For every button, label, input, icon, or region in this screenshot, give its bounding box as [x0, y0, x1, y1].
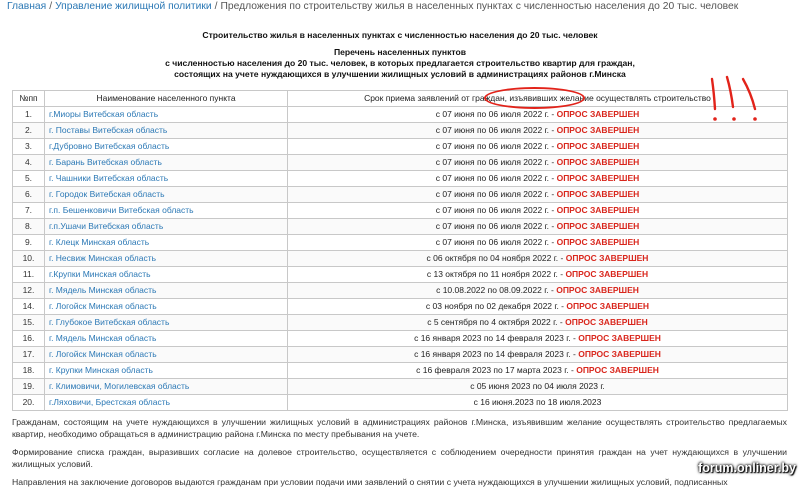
row-place-cell: [45, 139, 288, 155]
table-row: [13, 155, 788, 171]
table-row: [13, 347, 788, 363]
row-place-cell: [45, 155, 288, 171]
period-text: с 07 июня по 06 июля 2022 г. -: [435, 221, 555, 231]
status-badge: ОПРОС ЗАВЕРШЕН: [565, 317, 648, 327]
row-period-cell: [288, 251, 788, 267]
status-badge: ОПРОС ЗАВЕРШЕН: [565, 269, 649, 279]
place-link[interactable]: г.п. Бешенковичи Витебская область: [49, 205, 194, 215]
period-text: с 05 июня 2023 по 04 июля 2023 г.: [470, 381, 605, 391]
status-badge: ОПРОС ЗАВЕРШЕН: [565, 253, 649, 263]
place-link[interactable]: г. Поставы Витебская область: [49, 125, 168, 135]
table-row: [13, 171, 788, 187]
place-link[interactable]: г.Крупки Минская область: [49, 269, 151, 279]
status-badge: ОПРОС ЗАВЕРШЕН: [556, 205, 640, 215]
table-row: [13, 123, 788, 139]
row-period-cell: [288, 139, 788, 155]
row-place-cell: [45, 283, 288, 299]
page-title: Строительство жилья в населенных пунктах с численностью населения до 20 тыс. человек: [202, 30, 598, 40]
period-text: с 07 июня по 06 июля 2022 г. -: [435, 189, 555, 199]
row-number: 8.: [13, 219, 45, 235]
breadcrumb-home-link[interactable]: Главная: [7, 1, 47, 12]
place-link[interactable]: г. Несвиж Минская область: [49, 253, 157, 263]
list-title-line-3: состоящих на учете нуждающихся в улучшении жилищных условий в администрациях районов г.Минска: [174, 69, 626, 79]
settlements-table: [12, 90, 788, 411]
period-text: с 16 февраля 2023 по 17 марта 2023 г. -: [416, 365, 574, 375]
row-number: 18.: [13, 363, 45, 379]
place-link[interactable]: г.Ляховичи, Брестская область: [49, 397, 171, 407]
breadcrumb-current: Предложения по строительству жилья в населенных пунктах с численностью населения до 20 тыс. человек: [220, 1, 739, 12]
table-row: [13, 315, 788, 331]
breadcrumb: [7, 0, 797, 14]
table-row: [13, 251, 788, 267]
place-link[interactable]: г. Логойск Минская область: [49, 301, 157, 311]
period-text: с 10.08.2022 по 08.09.2022 г. -: [436, 285, 554, 295]
place-link[interactable]: г. Клецк Минская область: [49, 237, 150, 247]
row-number: 10.: [13, 251, 45, 267]
row-place-cell: [45, 203, 288, 219]
place-link[interactable]: г. Барань Витебская область: [49, 157, 162, 167]
red-circle-annotation: [484, 87, 585, 109]
status-badge: ОПРОС ЗАВЕРШЕН: [556, 173, 640, 183]
period-text: с 07 июня по 06 июля 2022 г. -: [435, 237, 555, 247]
row-place-cell: [45, 299, 288, 315]
row-number: 6.: [13, 187, 45, 203]
row-number: 17.: [13, 347, 45, 363]
table-row: [13, 219, 788, 235]
table-row: [13, 395, 788, 411]
table-header-row: [13, 91, 788, 107]
row-period-cell: [288, 347, 788, 363]
exclamation-marks-annotation: [705, 75, 765, 125]
row-period-cell: [288, 171, 788, 187]
place-link[interactable]: г. Мядель Минская область: [49, 285, 157, 295]
row-number: 9.: [13, 235, 45, 251]
status-badge: ОПРОС ЗАВЕРШЕН: [566, 301, 650, 311]
row-period-cell: [288, 235, 788, 251]
period-text: с 13 октября по 11 ноября 2022 г. -: [426, 269, 564, 279]
row-number: 12.: [13, 283, 45, 299]
row-place-cell: [45, 347, 288, 363]
row-place-cell: [45, 251, 288, 267]
table-row: [13, 283, 788, 299]
row-place-cell: [45, 171, 288, 187]
place-link[interactable]: г. Городок Витебская область: [49, 189, 165, 199]
table-row: [13, 267, 788, 283]
status-badge: ОПРОС ЗАВЕРШЕН: [556, 237, 640, 247]
row-place-cell: [45, 107, 288, 123]
row-number: 11.: [13, 267, 45, 283]
row-period-cell: [288, 203, 788, 219]
breadcrumb-separator: /: [49, 1, 53, 12]
row-place-cell: [45, 379, 288, 395]
status-badge: ОПРОС ЗАВЕРШЕН: [556, 157, 640, 167]
row-place-cell: [45, 395, 288, 411]
table-row: [13, 379, 788, 395]
period-text: с 07 июня по 06 июля 2022 г. -: [435, 157, 555, 167]
breadcrumb-housing-policy-link[interactable]: Управление жилищной политики: [55, 1, 212, 12]
place-link[interactable]: г.Дубровно Витебская область: [49, 141, 170, 151]
row-period-cell: [288, 331, 788, 347]
period-text: с 07 июня по 06 июля 2022 г. -: [435, 109, 555, 119]
status-badge: ОПРОС ЗАВЕРШЕН: [556, 141, 640, 151]
table-row: [13, 235, 788, 251]
status-badge: ОПРОС ЗАВЕРШЕН: [556, 221, 640, 231]
row-number: 7.: [13, 203, 45, 219]
table-row: [13, 187, 788, 203]
row-place-cell: [45, 331, 288, 347]
period-text: с 03 ноября по 02 декабря 2022 г. -: [425, 301, 565, 311]
row-place-cell: [45, 123, 288, 139]
table-row: [13, 139, 788, 155]
header-period: Срок приема заявлений от граждан, изъявивших желание осуществлять строительство: [288, 91, 788, 107]
watermark: forum.onliner.by: [698, 461, 796, 475]
place-link[interactable]: г. Крупки Минская область: [49, 365, 153, 375]
place-link[interactable]: г.Миоры Витебская область: [49, 109, 159, 119]
period-text: с 07 июня по 06 июля 2022 г. -: [435, 125, 555, 135]
place-link[interactable]: г. Климовичи, Могилевская область: [49, 381, 190, 391]
row-period-cell: [288, 219, 788, 235]
info-paragraph-2: Формирование списка граждан, выразивших согласие на долевое строительство, осуществляется с соблюдением очередности принятия граждан на учет нуждающихся в улучшении жилищных условий.: [12, 447, 787, 469]
table-row: [13, 299, 788, 315]
row-period-cell: [288, 379, 788, 395]
period-text: с 07 июня по 06 июля 2022 г. -: [435, 205, 555, 215]
row-period-cell: [288, 315, 788, 331]
info-paragraph-3: Направления на заключение договоров выдаются гражданам при условии подачи ими заявлений о снятии с учета нуждающихся в улучшении жилищных условий, подписанных: [12, 477, 728, 487]
row-number: 20.: [13, 395, 45, 411]
row-place-cell: [45, 315, 288, 331]
table-row: [13, 107, 788, 123]
row-place-cell: [45, 235, 288, 251]
period-text: с 06 октября по 04 ноября 2022 г. -: [426, 253, 564, 263]
place-link[interactable]: г. Глубокое Витебская область: [49, 317, 170, 327]
period-text: с 16 июня.2023 по 18 июля.2023: [473, 397, 602, 407]
place-link[interactable]: г. Логойск Минская область: [49, 349, 157, 359]
row-number: 3.: [13, 139, 45, 155]
period-text: с 16 января 2023 по 14 февраля 2023 г. -: [414, 333, 576, 343]
row-number: 16.: [13, 331, 45, 347]
place-link[interactable]: г. Чашники Витебская область: [49, 173, 169, 183]
row-place-cell: [45, 363, 288, 379]
place-link[interactable]: г. Мядель Минская область: [49, 333, 157, 343]
breadcrumb-separator: /: [214, 1, 218, 12]
row-number: 5.: [13, 171, 45, 187]
table-row: [13, 363, 788, 379]
list-title-line-2: с численностью населения до 20 тыс. человек, в которых предлагается строительство квартир для граждан,: [165, 58, 635, 68]
place-link[interactable]: г.п.Ушачи Витебская область: [49, 221, 164, 231]
table-row: [13, 203, 788, 219]
row-number: 1.: [13, 107, 45, 123]
status-badge: ОПРОС ЗАВЕРШЕН: [578, 349, 661, 359]
status-badge: ОПРОС ЗАВЕРШЕН: [556, 125, 640, 135]
list-title: [0, 47, 800, 80]
period-text: с 07 июня по 06 июля 2022 г. -: [435, 173, 555, 183]
status-badge: ОПРОС ЗАВЕРШЕН: [576, 365, 659, 375]
status-badge: ОПРОС ЗАВЕРШЕН: [556, 285, 639, 295]
row-period-cell: [288, 155, 788, 171]
row-number: 4.: [13, 155, 45, 171]
table-body: [13, 107, 788, 411]
row-place-cell: [45, 219, 288, 235]
row-period-cell: [288, 267, 788, 283]
period-text: с 5 сентября по 4 октября 2022 г. -: [427, 317, 563, 327]
period-text: с 16 января 2023 по 14 февраля 2023 г. -: [414, 349, 576, 359]
row-number: 2.: [13, 123, 45, 139]
row-period-cell: [288, 395, 788, 411]
row-period-cell: [288, 187, 788, 203]
row-number: 14.: [13, 299, 45, 315]
row-place-cell: [45, 267, 288, 283]
header-num: №пп: [13, 91, 45, 107]
row-period-cell: [288, 299, 788, 315]
status-badge: ОПРОС ЗАВЕРШЕН: [578, 333, 661, 343]
status-badge: ОПРОС ЗАВЕРШЕН: [556, 109, 640, 119]
row-period-cell: [288, 283, 788, 299]
period-text: с 07 июня по 06 июля 2022 г. -: [435, 141, 555, 151]
status-badge: ОПРОС ЗАВЕРШЕН: [556, 189, 640, 199]
info-paragraph-1: Гражданам, состоящим на учете нуждающихся в улучшении жилищных условий в администрациях районов г.Минска, изъявившим желание осуществлять строительство предлагаемых квартир, необходимо обращаться в администрацию района г.Минска по месту пребывания на учете.: [12, 417, 787, 439]
row-place-cell: [45, 187, 288, 203]
row-number: 19.: [13, 379, 45, 395]
table-row: [13, 331, 788, 347]
list-title-line-1: Перечень населенных пунктов: [333, 47, 467, 57]
header-place: Наименование населенного пункта: [45, 91, 288, 107]
row-period-cell: [288, 363, 788, 379]
row-number: 15.: [13, 315, 45, 331]
